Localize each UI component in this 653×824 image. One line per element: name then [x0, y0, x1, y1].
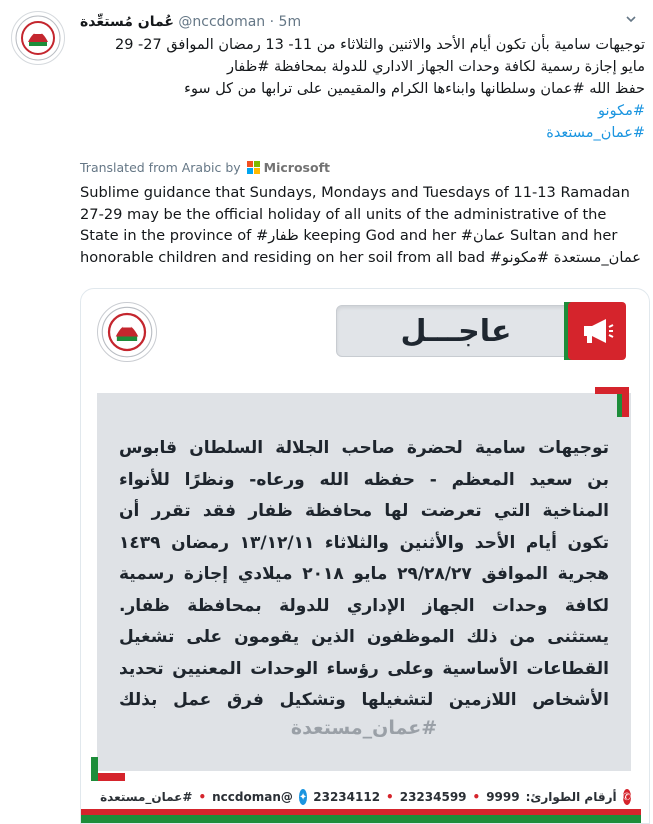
tweet-text-translated: Sublime guidance that Sundays, Mondays and Tuesdays of 11-13 Ramadan 27-29 may be the official holiday of all units of the administrative of the State in the province of #ظفار keeping God and her #عمان Sultan and her honorable children and residing on her soil from all bad #عمان_مستعدة #مكونو — [80, 184, 641, 266]
tweet-text-arabic — [80, 34, 645, 144]
separator: • — [472, 790, 481, 804]
arabic-line: توجيهات سامية بأن تكون أيام الأحد والاثنين والثلاثاء من 11- 13 رمضان الموافق 27- 29 — [114, 37, 645, 53]
microsoft-logo-icon — [247, 161, 260, 174]
card-logo — [97, 302, 157, 362]
urgent-banner — [336, 302, 626, 360]
announcement-line: يستثنى من ذلك الموظفون الذين يقومون على تشغيل — [119, 627, 609, 647]
timestamp[interactable]: 5m — [278, 14, 302, 30]
media-card[interactable] — [80, 288, 650, 824]
phone-number: 23234599 — [399, 790, 467, 804]
chevron-down-icon[interactable] — [625, 13, 637, 25]
announcement-line: الأشخاص اللازمين لتشغيلها وتشكيل فرق عمل بذلك — [119, 690, 609, 710]
announcement-line: لكافة وحدات الجهاز الإداري للدولة بمحافظة ظفار. — [119, 595, 609, 616]
translator-brand: Microsoft — [263, 159, 330, 175]
corner-accent-top-right — [595, 387, 629, 417]
announcement-line: بن سعيد المعظم - حفظه الله ورعاه- ونظرًا للأنواء — [119, 469, 609, 490]
translation-attribution — [80, 158, 645, 176]
panel-hashtag: #عمان_مستعدة — [290, 717, 438, 739]
separator: • — [386, 790, 394, 804]
ncc-emblem-icon — [14, 14, 62, 62]
card-footer — [101, 785, 631, 809]
phone-number: 23234112 — [313, 790, 381, 804]
announcement-line: توجيهات سامية لحضرة صاحب الجلالة السلطان قابوس — [119, 438, 609, 458]
announcement-line: هجرية الموافق ٢٩/٢٨/٢٧ مايو ٢٠١٨ ميلادي إجازة رسمية — [119, 564, 609, 584]
phone-icon: ✆ — [623, 789, 631, 805]
announcement-line: القطاعات الأساسية وعلى رؤساء الوحدات المعنيين تحديد — [119, 658, 609, 679]
urgent-label: عاجـــل — [336, 305, 576, 357]
tweet-header — [80, 11, 645, 33]
separator: • — [198, 790, 207, 804]
announcement-panel — [97, 393, 631, 771]
announcement-text — [119, 433, 609, 717]
hashtag-link[interactable]: #مكونو — [598, 103, 645, 119]
banner-icon-box — [568, 302, 626, 360]
avatar[interactable] — [11, 11, 65, 65]
arabic-line: حفظ الله #عمان وسلطانها وابناءها الكرام والمقيمين على ترابها من كل سوء — [184, 81, 645, 97]
author-handle[interactable]: @nccdoman — [178, 14, 266, 30]
announcement-line: تكون أيام الأحد والأثنين والثلاثاء ١٣/١٢/١١ رمضان ١٤٣٩ — [119, 532, 609, 553]
author-name[interactable]: عُمان مُستعِّدة — [80, 14, 174, 30]
phone-number: 9999 — [486, 790, 520, 804]
hashtag-link[interactable]: #عمان_مستعدة — [546, 125, 645, 141]
ncc-emblem-icon — [100, 305, 154, 359]
corner-accent-bottom-left — [91, 757, 125, 781]
arabic-line: مايو إجازة رسمية لكافة وحدات الجهاز الاداري للدولة بمحافظة #ظفار — [226, 59, 645, 75]
twitter-bird-icon: ✦ — [299, 789, 307, 805]
emergency-numbers-label: أرقام الطوارئ: — [525, 790, 617, 804]
megaphone-icon — [580, 316, 614, 346]
bottom-green-stripe — [81, 815, 641, 824]
separator-dot: · — [269, 14, 275, 30]
footer-hashtag: #عمان_مستعدة — [100, 790, 193, 804]
twitter-handle: @nccdoman — [212, 790, 293, 804]
translated-from-label: Translated from Arabic by — [80, 159, 241, 175]
announcement-line: المناخية التي تعرضت لها محافظة ظفار فقد تقرر أن — [119, 501, 609, 521]
